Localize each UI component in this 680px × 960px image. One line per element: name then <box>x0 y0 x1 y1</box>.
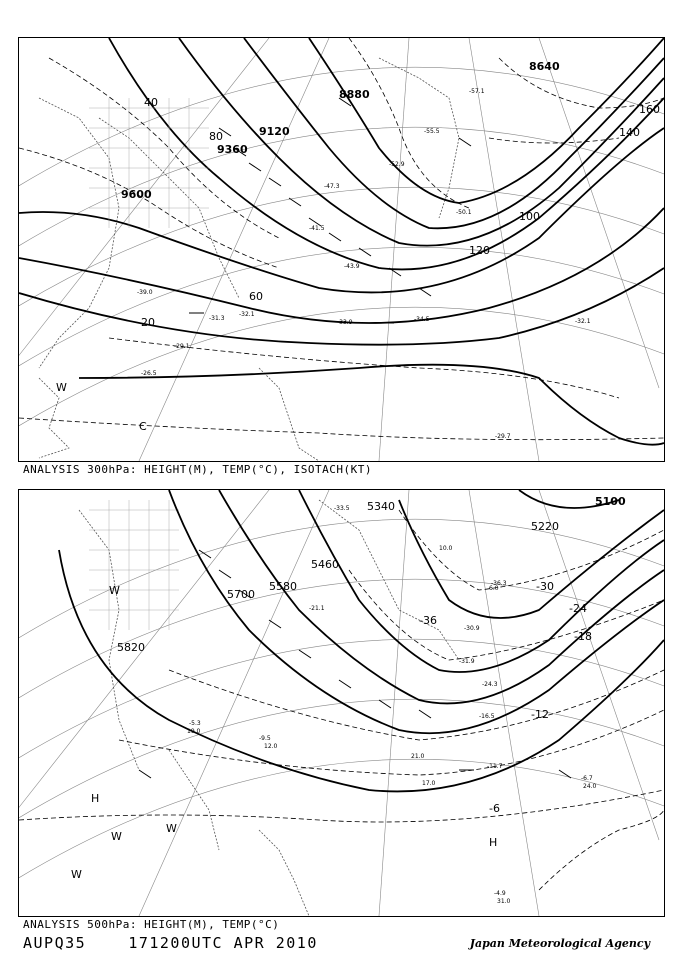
analysis-time: 171200UTC APR 2010 <box>128 934 318 952</box>
bulletin-code: AUPQ35 <box>23 934 87 952</box>
dewpoint-label: 31.0 <box>497 898 511 905</box>
warm-center-symbol: W <box>109 584 120 597</box>
height-label: 9600 <box>121 188 152 201</box>
map-panel-300hpa <box>18 37 665 462</box>
temp-label: -31.9 <box>459 658 475 665</box>
temp-label: -39.0 <box>137 289 153 296</box>
temp-label: -16.5 <box>479 713 495 720</box>
warm-center-symbol: W <box>56 381 67 394</box>
height-labels-500 <box>117 495 626 654</box>
chart-300hpa <box>19 38 664 461</box>
high-pressure-symbol: H <box>91 792 100 805</box>
height-label: 5100 <box>595 495 626 508</box>
dewpoint-label: 6.0 <box>489 585 499 592</box>
temp-contour-label: -30 <box>536 580 554 593</box>
temp-label: -29.7 <box>495 433 511 440</box>
height-label: 5580 <box>269 580 297 593</box>
temp-label: -32.1 <box>239 311 255 318</box>
temp-contour-label: -6 <box>489 802 500 815</box>
height-label: 5340 <box>367 500 395 513</box>
temp-contour-label: -12 <box>531 708 549 721</box>
temp-label: -57.1 <box>469 88 485 95</box>
longitude-lines-500 <box>19 490 659 916</box>
height-label: 8640 <box>529 60 560 73</box>
temp-label: -33.9 <box>337 319 353 326</box>
warm-center-symbol: W <box>166 822 177 835</box>
isotach-label: 20 <box>141 316 155 329</box>
isotach-label: 140 <box>619 126 640 139</box>
warm-center-symbol: W <box>71 868 82 881</box>
temp-label: -30.9 <box>464 625 480 632</box>
coastline-300 <box>39 58 459 461</box>
isotach-label: 100 <box>519 210 540 223</box>
caption-500hpa: ANALYSIS 500hPa: HEIGHT(M), TEMP(°C) <box>23 918 280 931</box>
temp-label: -29.1 <box>174 343 190 350</box>
height-label: 5700 <box>227 588 255 601</box>
height-label: 8880 <box>339 88 370 101</box>
agency-name: Japan Meteorological Agency <box>469 937 650 950</box>
bulletin-header <box>23 934 318 952</box>
height-label: 5460 <box>311 558 339 571</box>
isotach-label: 60 <box>249 290 263 303</box>
temp-contour-labels-500 <box>419 580 592 815</box>
isotach-label: 120 <box>469 244 490 257</box>
map-panel-500hpa <box>18 489 665 917</box>
temp-label: -9.5 <box>259 735 271 742</box>
temp-contour-label: -36 <box>419 614 437 627</box>
isotach-label: 40 <box>144 96 158 109</box>
dewpoint-label: 17.0 <box>422 780 436 787</box>
height-labels-300 <box>121 60 560 201</box>
isotach-label: 160 <box>639 103 660 116</box>
dewpoint-label: 21.0 <box>411 753 425 760</box>
dewpoint-label: 19.0 <box>187 728 201 735</box>
height-label: 5220 <box>531 520 559 533</box>
temp-label: -5.3 <box>189 720 201 727</box>
height-label: 9360 <box>217 143 248 156</box>
temp-label: -32.1 <box>575 318 591 325</box>
temp-label: -6.7 <box>581 775 593 782</box>
grid-hatch-300 <box>89 98 209 228</box>
temp-label: -50.1 <box>456 209 472 216</box>
longitude-lines-300 <box>19 38 659 461</box>
height-label: 9120 <box>259 125 290 138</box>
temp-label: -55.5 <box>424 128 440 135</box>
cold-center-symbol: C <box>139 420 147 433</box>
temp-label: -34.5 <box>414 316 430 323</box>
warm-center-symbol: W <box>111 830 122 843</box>
temp-label: -26.5 <box>141 370 157 377</box>
temp-label: -52.9 <box>389 161 405 168</box>
height-label: 5820 <box>117 641 145 654</box>
grid-hatch-500 <box>89 500 179 630</box>
temp-label: -47.3 <box>324 183 340 190</box>
chart-500hpa <box>19 490 664 916</box>
temp-contour-label: -24 <box>569 602 587 615</box>
dewpoint-label: 10.0 <box>439 545 453 552</box>
caption-300hpa: ANALYSIS 300hPa: HEIGHT(M), TEMP(°C), ISOTACH(KT) <box>23 463 373 476</box>
high-pressure-symbol: H <box>489 836 498 849</box>
temp-label: -36.3 <box>491 580 507 587</box>
temp-label: -41.5 <box>309 225 325 232</box>
temp-label: -33.5 <box>334 505 350 512</box>
temp-label: -43.9 <box>344 263 360 270</box>
temp-label: -21.1 <box>309 605 325 612</box>
dewpoint-label: 12.0 <box>264 743 278 750</box>
temp-label: -11.7 <box>487 763 503 770</box>
temp-label: -31.3 <box>209 315 225 322</box>
temp-contour-label: -18 <box>574 630 592 643</box>
temp-label: -4.9 <box>494 890 506 897</box>
isotach-label: 80 <box>209 130 223 143</box>
coastline-500 <box>79 500 459 916</box>
dewpoint-label: 24.0 <box>583 783 597 790</box>
temp-label: -24.3 <box>482 681 498 688</box>
latitude-lines-300 <box>19 67 664 438</box>
